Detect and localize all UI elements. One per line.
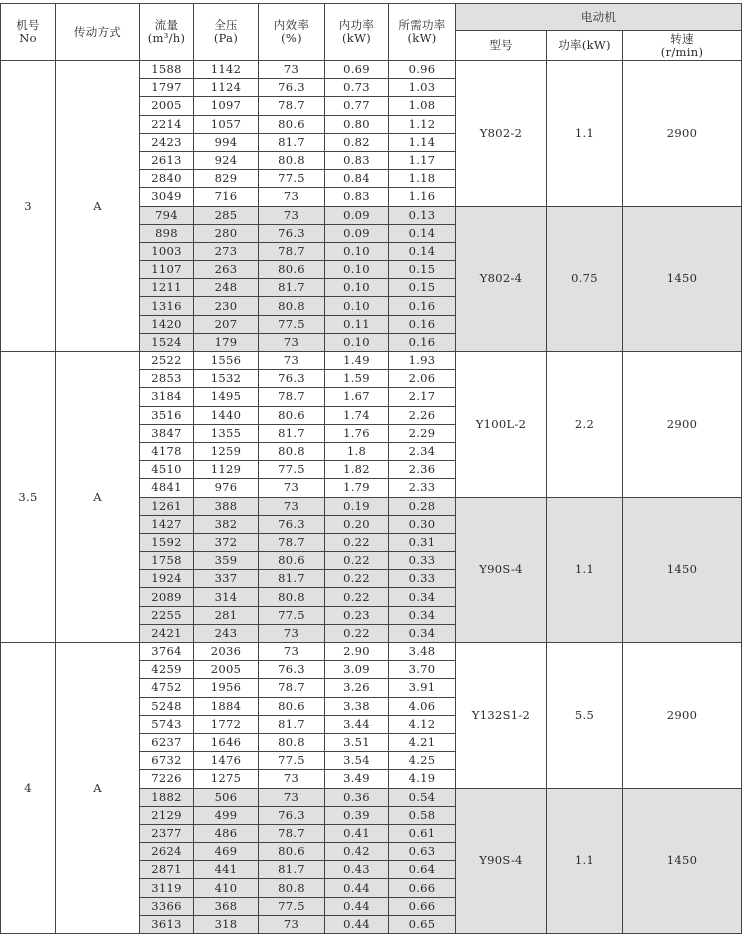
pressure-cell: 230 bbox=[194, 297, 259, 315]
internal-efficiency-cell: 77.5 bbox=[259, 897, 325, 915]
flow-cell: 2421 bbox=[140, 624, 194, 642]
motor-speed-cell: 2900 bbox=[623, 61, 742, 207]
flow-cell: 3764 bbox=[140, 643, 194, 661]
internal-power-cell: 0.83 bbox=[325, 188, 389, 206]
internal-power-cell: 0.10 bbox=[325, 279, 389, 297]
motor-model-cell: Y802-2 bbox=[456, 61, 547, 207]
flow-cell: 4178 bbox=[140, 442, 194, 460]
motor-power-cell: 2.2 bbox=[547, 352, 623, 498]
pressure-cell: 1772 bbox=[194, 715, 259, 733]
required-power-cell: 0.61 bbox=[389, 824, 456, 842]
required-power-cell: 0.15 bbox=[389, 261, 456, 279]
required-power-cell: 2.29 bbox=[389, 424, 456, 442]
required-power-cell: 3.48 bbox=[389, 643, 456, 661]
internal-efficiency-cell: 76.3 bbox=[259, 806, 325, 824]
pressure-cell: 285 bbox=[194, 206, 259, 224]
internal-power-cell: 0.10 bbox=[325, 333, 389, 351]
internal-efficiency-cell: 77.5 bbox=[259, 752, 325, 770]
internal-power-cell: 1.67 bbox=[325, 388, 389, 406]
header-internal-power-unit: (kW) bbox=[342, 31, 371, 45]
flow-cell: 1211 bbox=[140, 279, 194, 297]
required-power-cell: 0.54 bbox=[389, 788, 456, 806]
pressure-cell: 1124 bbox=[194, 79, 259, 97]
motor-speed-cell: 1450 bbox=[623, 497, 742, 643]
internal-efficiency-cell: 80.8 bbox=[259, 879, 325, 897]
internal-efficiency-cell: 80.8 bbox=[259, 588, 325, 606]
flow-cell: 6237 bbox=[140, 733, 194, 751]
required-power-cell: 1.93 bbox=[389, 352, 456, 370]
flow-cell: 3119 bbox=[140, 879, 194, 897]
required-power-cell: 1.18 bbox=[389, 170, 456, 188]
internal-efficiency-cell: 76.3 bbox=[259, 515, 325, 533]
internal-power-cell: 0.41 bbox=[325, 824, 389, 842]
required-power-cell: 2.33 bbox=[389, 479, 456, 497]
internal-power-cell: 1.79 bbox=[325, 479, 389, 497]
motor-power-cell: 5.5 bbox=[547, 643, 623, 789]
internal-efficiency-cell: 78.7 bbox=[259, 242, 325, 260]
internal-power-cell: 0.22 bbox=[325, 624, 389, 642]
pressure-cell: 499 bbox=[194, 806, 259, 824]
table-row bbox=[1, 643, 742, 661]
pressure-cell: 207 bbox=[194, 315, 259, 333]
machine-no-cell: 3 bbox=[1, 61, 56, 352]
required-power-cell: 0.63 bbox=[389, 843, 456, 861]
required-power-cell: 1.08 bbox=[389, 97, 456, 115]
pressure-cell: 1275 bbox=[194, 770, 259, 788]
required-power-cell: 1.03 bbox=[389, 79, 456, 97]
pressure-cell: 248 bbox=[194, 279, 259, 297]
internal-power-cell: 0.69 bbox=[325, 61, 389, 79]
flow-cell: 1107 bbox=[140, 261, 194, 279]
internal-power-cell: 0.80 bbox=[325, 115, 389, 133]
flow-cell: 1758 bbox=[140, 552, 194, 570]
fan-performance-table bbox=[0, 3, 742, 934]
pressure-cell: 2036 bbox=[194, 643, 259, 661]
machine-no-cell: 3.5 bbox=[1, 352, 56, 643]
flow-cell: 2377 bbox=[140, 824, 194, 842]
internal-efficiency-cell: 80.6 bbox=[259, 406, 325, 424]
motor-model-cell: Y132S1-2 bbox=[456, 643, 547, 789]
internal-efficiency-cell: 80.6 bbox=[259, 115, 325, 133]
flow-cell: 7226 bbox=[140, 770, 194, 788]
pressure-cell: 263 bbox=[194, 261, 259, 279]
internal-power-cell: 1.59 bbox=[325, 370, 389, 388]
flow-cell: 794 bbox=[140, 206, 194, 224]
motor-power-cell: 1.1 bbox=[547, 497, 623, 643]
flow-cell: 2129 bbox=[140, 806, 194, 824]
required-power-cell: 0.28 bbox=[389, 497, 456, 515]
internal-power-cell: 0.42 bbox=[325, 843, 389, 861]
header-internal-efficiency bbox=[259, 4, 325, 61]
flow-cell: 2522 bbox=[140, 352, 194, 370]
required-power-cell: 4.21 bbox=[389, 733, 456, 751]
required-power-cell: 3.91 bbox=[389, 679, 456, 697]
header-flow-label: 流量 bbox=[154, 18, 179, 32]
required-power-cell: 0.30 bbox=[389, 515, 456, 533]
pressure-cell: 410 bbox=[194, 879, 259, 897]
flow-cell: 3184 bbox=[140, 388, 194, 406]
flow-cell: 1592 bbox=[140, 533, 194, 551]
pressure-cell: 2005 bbox=[194, 661, 259, 679]
machine-no-cell: 4 bbox=[1, 643, 56, 934]
required-power-cell: 0.16 bbox=[389, 297, 456, 315]
header-internal-power bbox=[325, 4, 389, 61]
header-flow bbox=[140, 4, 194, 61]
internal-power-cell: 0.11 bbox=[325, 315, 389, 333]
pressure-cell: 372 bbox=[194, 533, 259, 551]
required-power-cell: 0.65 bbox=[389, 915, 456, 933]
required-power-cell: 0.66 bbox=[389, 897, 456, 915]
header-pressure-unit: (Pa) bbox=[213, 31, 239, 45]
header-machine-no-en: No bbox=[19, 31, 37, 45]
internal-power-cell: 2.90 bbox=[325, 643, 389, 661]
header-motor-model: 型号 bbox=[456, 31, 547, 61]
internal-power-cell: 0.10 bbox=[325, 297, 389, 315]
motor-model-cell: Y802-4 bbox=[456, 206, 547, 352]
flow-cell: 1924 bbox=[140, 570, 194, 588]
motor-speed-cell: 1450 bbox=[623, 788, 742, 934]
pressure-cell: 1476 bbox=[194, 752, 259, 770]
pressure-cell: 1495 bbox=[194, 388, 259, 406]
flow-cell: 2853 bbox=[140, 370, 194, 388]
required-power-cell: 1.12 bbox=[389, 115, 456, 133]
pressure-cell: 924 bbox=[194, 151, 259, 169]
pressure-cell: 314 bbox=[194, 588, 259, 606]
pressure-cell: 716 bbox=[194, 188, 259, 206]
drive-cell: A bbox=[56, 352, 140, 643]
internal-power-cell: 0.36 bbox=[325, 788, 389, 806]
internal-power-cell: 3.26 bbox=[325, 679, 389, 697]
pressure-cell: 506 bbox=[194, 788, 259, 806]
internal-power-cell: 0.22 bbox=[325, 570, 389, 588]
flow-cell: 5743 bbox=[140, 715, 194, 733]
internal-efficiency-cell: 76.3 bbox=[259, 224, 325, 242]
internal-efficiency-cell: 80.8 bbox=[259, 733, 325, 751]
internal-efficiency-cell: 73 bbox=[259, 915, 325, 933]
flow-cell: 4752 bbox=[140, 679, 194, 697]
required-power-cell: 0.34 bbox=[389, 624, 456, 642]
pressure-cell: 994 bbox=[194, 133, 259, 151]
internal-power-cell: 0.83 bbox=[325, 151, 389, 169]
internal-efficiency-cell: 73 bbox=[259, 643, 325, 661]
flow-cell: 2005 bbox=[140, 97, 194, 115]
flow-cell: 5248 bbox=[140, 697, 194, 715]
required-power-cell: 0.58 bbox=[389, 806, 456, 824]
required-power-cell: 4.06 bbox=[389, 697, 456, 715]
internal-power-cell: 1.8 bbox=[325, 442, 389, 460]
internal-efficiency-cell: 80.8 bbox=[259, 297, 325, 315]
flow-cell: 1524 bbox=[140, 333, 194, 351]
motor-speed-cell: 2900 bbox=[623, 643, 742, 789]
internal-power-cell: 0.44 bbox=[325, 897, 389, 915]
header-motor-speed bbox=[623, 31, 742, 61]
pressure-cell: 1259 bbox=[194, 442, 259, 460]
pressure-cell: 359 bbox=[194, 552, 259, 570]
pressure-cell: 273 bbox=[194, 242, 259, 260]
table-row bbox=[1, 352, 742, 370]
pressure-cell: 441 bbox=[194, 861, 259, 879]
internal-efficiency-cell: 73 bbox=[259, 624, 325, 642]
header-pressure bbox=[194, 4, 259, 61]
internal-efficiency-cell: 80.8 bbox=[259, 442, 325, 460]
header-flow-unit: (m³/h) bbox=[147, 31, 186, 45]
internal-efficiency-cell: 80.6 bbox=[259, 843, 325, 861]
drive-cell: A bbox=[56, 643, 140, 934]
internal-efficiency-cell: 78.7 bbox=[259, 97, 325, 115]
internal-power-cell: 0.73 bbox=[325, 79, 389, 97]
internal-efficiency-cell: 81.7 bbox=[259, 861, 325, 879]
required-power-cell: 0.34 bbox=[389, 606, 456, 624]
internal-power-cell: 0.10 bbox=[325, 242, 389, 260]
flow-cell: 6732 bbox=[140, 752, 194, 770]
flow-cell: 3516 bbox=[140, 406, 194, 424]
internal-efficiency-cell: 73 bbox=[259, 788, 325, 806]
flow-cell: 2840 bbox=[140, 170, 194, 188]
pressure-cell: 1646 bbox=[194, 733, 259, 751]
header-machine-no bbox=[1, 4, 56, 61]
pressure-cell: 1355 bbox=[194, 424, 259, 442]
motor-power-cell: 1.1 bbox=[547, 788, 623, 934]
header-internal-power-label: 内功率 bbox=[338, 18, 375, 32]
motor-model-cell: Y90S-4 bbox=[456, 788, 547, 934]
required-power-cell: 1.16 bbox=[389, 188, 456, 206]
flow-cell: 898 bbox=[140, 224, 194, 242]
pressure-cell: 486 bbox=[194, 824, 259, 842]
internal-efficiency-cell: 81.7 bbox=[259, 570, 325, 588]
required-power-cell: 4.25 bbox=[389, 752, 456, 770]
pressure-cell: 1440 bbox=[194, 406, 259, 424]
pressure-cell: 1884 bbox=[194, 697, 259, 715]
flow-cell: 2871 bbox=[140, 861, 194, 879]
table-row bbox=[1, 61, 742, 79]
flow-cell: 4841 bbox=[140, 479, 194, 497]
flow-cell: 2214 bbox=[140, 115, 194, 133]
required-power-cell: 3.70 bbox=[389, 661, 456, 679]
pressure-cell: 382 bbox=[194, 515, 259, 533]
internal-efficiency-cell: 76.3 bbox=[259, 661, 325, 679]
internal-efficiency-cell: 78.7 bbox=[259, 533, 325, 551]
internal-power-cell: 0.39 bbox=[325, 806, 389, 824]
flow-cell: 4510 bbox=[140, 461, 194, 479]
internal-efficiency-cell: 77.5 bbox=[259, 461, 325, 479]
header-motor-speed-unit: (r/min) bbox=[660, 44, 704, 59]
internal-power-cell: 0.44 bbox=[325, 915, 389, 933]
internal-power-cell: 3.38 bbox=[325, 697, 389, 715]
internal-efficiency-cell: 80.6 bbox=[259, 552, 325, 570]
flow-cell: 2089 bbox=[140, 588, 194, 606]
required-power-cell: 0.64 bbox=[389, 861, 456, 879]
pressure-cell: 280 bbox=[194, 224, 259, 242]
pressure-cell: 281 bbox=[194, 606, 259, 624]
flow-cell: 1427 bbox=[140, 515, 194, 533]
internal-power-cell: 1.76 bbox=[325, 424, 389, 442]
flow-cell: 3847 bbox=[140, 424, 194, 442]
internal-power-cell: 1.82 bbox=[325, 461, 389, 479]
internal-efficiency-cell: 73 bbox=[259, 206, 325, 224]
motor-power-cell: 0.75 bbox=[547, 206, 623, 352]
internal-efficiency-cell: 80.8 bbox=[259, 151, 325, 169]
internal-power-cell: 0.43 bbox=[325, 861, 389, 879]
internal-efficiency-cell: 80.6 bbox=[259, 697, 325, 715]
header-motor-speed-label: 转速 bbox=[670, 31, 694, 46]
pressure-cell: 179 bbox=[194, 333, 259, 351]
pressure-cell: 337 bbox=[194, 570, 259, 588]
header-motor: 电动机 bbox=[456, 4, 742, 31]
header-required-power bbox=[389, 4, 456, 61]
pressure-cell: 1097 bbox=[194, 97, 259, 115]
flow-cell: 1316 bbox=[140, 297, 194, 315]
header-internal-efficiency-label: 内效率 bbox=[273, 18, 310, 32]
flow-cell: 1003 bbox=[140, 242, 194, 260]
required-power-cell: 0.96 bbox=[389, 61, 456, 79]
motor-model-cell: Y90S-4 bbox=[456, 497, 547, 643]
flow-cell: 2255 bbox=[140, 606, 194, 624]
pressure-cell: 1956 bbox=[194, 679, 259, 697]
internal-power-cell: 3.09 bbox=[325, 661, 389, 679]
internal-efficiency-cell: 77.5 bbox=[259, 170, 325, 188]
pressure-cell: 243 bbox=[194, 624, 259, 642]
flow-cell: 1588 bbox=[140, 61, 194, 79]
required-power-cell: 0.34 bbox=[389, 588, 456, 606]
required-power-cell: 0.16 bbox=[389, 315, 456, 333]
internal-power-cell: 0.77 bbox=[325, 97, 389, 115]
motor-power-cell: 1.1 bbox=[547, 61, 623, 207]
required-power-cell: 0.13 bbox=[389, 206, 456, 224]
required-power-cell: 4.12 bbox=[389, 715, 456, 733]
internal-efficiency-cell: 80.6 bbox=[259, 261, 325, 279]
pressure-cell: 318 bbox=[194, 915, 259, 933]
required-power-cell: 0.31 bbox=[389, 533, 456, 551]
flow-cell: 3613 bbox=[140, 915, 194, 933]
internal-efficiency-cell: 76.3 bbox=[259, 79, 325, 97]
required-power-cell: 0.16 bbox=[389, 333, 456, 351]
pressure-cell: 1532 bbox=[194, 370, 259, 388]
internal-efficiency-cell: 78.7 bbox=[259, 679, 325, 697]
table-header bbox=[1, 4, 742, 61]
internal-power-cell: 0.22 bbox=[325, 588, 389, 606]
flow-cell: 2423 bbox=[140, 133, 194, 151]
internal-efficiency-cell: 73 bbox=[259, 333, 325, 351]
internal-power-cell: 0.20 bbox=[325, 515, 389, 533]
internal-efficiency-cell: 78.7 bbox=[259, 824, 325, 842]
internal-efficiency-cell: 73 bbox=[259, 770, 325, 788]
flow-cell: 2613 bbox=[140, 151, 194, 169]
pressure-cell: 1057 bbox=[194, 115, 259, 133]
pressure-cell: 1129 bbox=[194, 461, 259, 479]
internal-power-cell: 0.82 bbox=[325, 133, 389, 151]
internal-power-cell: 0.09 bbox=[325, 224, 389, 242]
internal-efficiency-cell: 77.5 bbox=[259, 606, 325, 624]
pressure-cell: 1556 bbox=[194, 352, 259, 370]
internal-power-cell: 0.84 bbox=[325, 170, 389, 188]
internal-efficiency-cell: 73 bbox=[259, 188, 325, 206]
internal-power-cell: 3.49 bbox=[325, 770, 389, 788]
internal-efficiency-cell: 81.7 bbox=[259, 715, 325, 733]
internal-efficiency-cell: 78.7 bbox=[259, 388, 325, 406]
flow-cell: 1420 bbox=[140, 315, 194, 333]
internal-power-cell: 0.44 bbox=[325, 879, 389, 897]
flow-cell: 4259 bbox=[140, 661, 194, 679]
required-power-cell: 4.19 bbox=[389, 770, 456, 788]
pressure-cell: 368 bbox=[194, 897, 259, 915]
internal-power-cell: 1.49 bbox=[325, 352, 389, 370]
internal-power-cell: 0.19 bbox=[325, 497, 389, 515]
flow-cell: 3049 bbox=[140, 188, 194, 206]
header-required-power-label: 所需功率 bbox=[398, 18, 446, 32]
flow-cell: 2624 bbox=[140, 843, 194, 861]
required-power-cell: 0.14 bbox=[389, 224, 456, 242]
flow-cell: 1261 bbox=[140, 497, 194, 515]
header-internal-efficiency-unit: (%) bbox=[281, 31, 302, 45]
pressure-cell: 1142 bbox=[194, 61, 259, 79]
internal-efficiency-cell: 81.7 bbox=[259, 424, 325, 442]
header-motor-power: 功率(kW) bbox=[547, 31, 623, 61]
required-power-cell: 2.06 bbox=[389, 370, 456, 388]
internal-efficiency-cell: 73 bbox=[259, 352, 325, 370]
internal-efficiency-cell: 81.7 bbox=[259, 133, 325, 151]
flow-cell: 1797 bbox=[140, 79, 194, 97]
required-power-cell: 1.17 bbox=[389, 151, 456, 169]
internal-power-cell: 3.44 bbox=[325, 715, 389, 733]
required-power-cell: 0.66 bbox=[389, 879, 456, 897]
internal-power-cell: 1.74 bbox=[325, 406, 389, 424]
pressure-cell: 829 bbox=[194, 170, 259, 188]
internal-efficiency-cell: 73 bbox=[259, 61, 325, 79]
required-power-cell: 0.33 bbox=[389, 570, 456, 588]
required-power-cell: 0.14 bbox=[389, 242, 456, 260]
internal-efficiency-cell: 77.5 bbox=[259, 315, 325, 333]
required-power-cell: 1.14 bbox=[389, 133, 456, 151]
required-power-cell: 2.34 bbox=[389, 442, 456, 460]
required-power-cell: 0.15 bbox=[389, 279, 456, 297]
internal-efficiency-cell: 73 bbox=[259, 479, 325, 497]
internal-power-cell: 3.51 bbox=[325, 733, 389, 751]
required-power-cell: 0.33 bbox=[389, 552, 456, 570]
internal-power-cell: 0.23 bbox=[325, 606, 389, 624]
internal-efficiency-cell: 76.3 bbox=[259, 370, 325, 388]
pressure-cell: 388 bbox=[194, 497, 259, 515]
header-required-power-unit: (kW) bbox=[407, 31, 437, 45]
internal-power-cell: 0.09 bbox=[325, 206, 389, 224]
required-power-cell: 2.36 bbox=[389, 461, 456, 479]
motor-speed-cell: 1450 bbox=[623, 206, 742, 352]
flow-cell: 1882 bbox=[140, 788, 194, 806]
internal-efficiency-cell: 73 bbox=[259, 497, 325, 515]
flow-cell: 3366 bbox=[140, 897, 194, 915]
header-machine-no-cn: 机号 bbox=[16, 18, 40, 32]
motor-speed-cell: 2900 bbox=[623, 352, 742, 498]
drive-cell: A bbox=[56, 61, 140, 352]
internal-efficiency-cell: 81.7 bbox=[259, 279, 325, 297]
required-power-cell: 2.17 bbox=[389, 388, 456, 406]
table-body bbox=[1, 61, 742, 934]
internal-power-cell: 3.54 bbox=[325, 752, 389, 770]
header-pressure-label: 全压 bbox=[214, 18, 238, 32]
internal-power-cell: 0.22 bbox=[325, 552, 389, 570]
internal-power-cell: 0.22 bbox=[325, 533, 389, 551]
pressure-cell: 976 bbox=[194, 479, 259, 497]
motor-model-cell: Y100L-2 bbox=[456, 352, 547, 498]
pressure-cell: 469 bbox=[194, 843, 259, 861]
header-drive: 传动方式 bbox=[56, 4, 140, 61]
required-power-cell: 2.26 bbox=[389, 406, 456, 424]
internal-power-cell: 0.10 bbox=[325, 261, 389, 279]
